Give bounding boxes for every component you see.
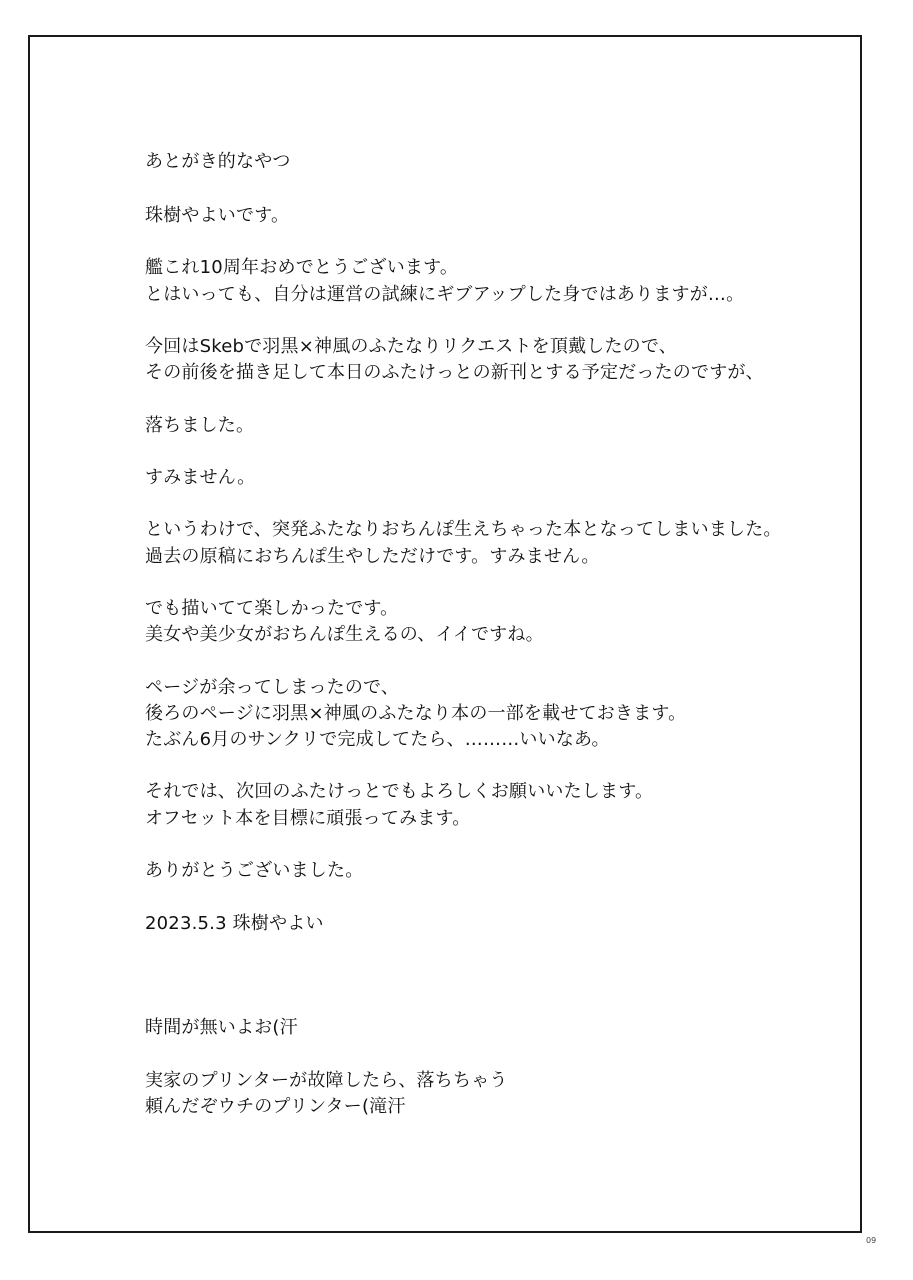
text-line: でも描いてて楽しかったです。 (145, 598, 399, 619)
text-line: というわけで、突発ふたなりおちんぽ生えちゃった本となってしまいました。 (145, 519, 782, 540)
text-line: たぶん6月のサンクリで完成してたら、………いいなあ。 (145, 729, 610, 750)
text-line: 美女や美少女がおちんぽ生えるの、イイですね。 (145, 624, 544, 645)
text-line: その前後を描き足して本日のふたけっとの新刊とする予定だったのですが、 (145, 362, 764, 383)
text-line: 珠樹やよいです。 (145, 205, 290, 226)
text-line: 過去の原稿におちんぽ生やしただけです。すみません。 (145, 546, 600, 567)
text-line: ページが余ってしまったので、 (145, 677, 400, 698)
text-line: とはいっても、自分は運営の試練にギブアップした身ではありますが…。 (145, 284, 745, 305)
text-line: オフセット本を目標に頑張ってみます。 (145, 808, 471, 829)
postscript-line: 実家のプリンターが故障したら、落ちちゃう (145, 1070, 508, 1091)
signature-date-line: 2023.5.3 珠樹やよい (145, 913, 324, 934)
text-line: 今回はSkebで羽黒×神風のふたなりリクエストを頂戴したので、 (145, 336, 677, 357)
text-line: それでは、次回のふたけっとでもよろしくお願いいたします。 (145, 781, 654, 802)
text-line: 艦これ10周年おめでとうございます。 (145, 257, 459, 278)
postscript-line: 時間が無いよお(汗 (145, 1017, 298, 1038)
heading-line: あとがき的なやつ (145, 151, 291, 172)
postscript-line: 頼んだぞウチのプリンター(滝汗 (145, 1096, 406, 1117)
text-line: 後ろのページに羽黒×神風のふたなり本の一部を載せておきます。 (145, 703, 687, 724)
page-number: 09 (866, 1236, 877, 1245)
text-line: 落ちました。 (145, 415, 255, 436)
text-line: すみません。 (145, 467, 256, 488)
text-line: ありがとうございました。 (145, 860, 364, 881)
